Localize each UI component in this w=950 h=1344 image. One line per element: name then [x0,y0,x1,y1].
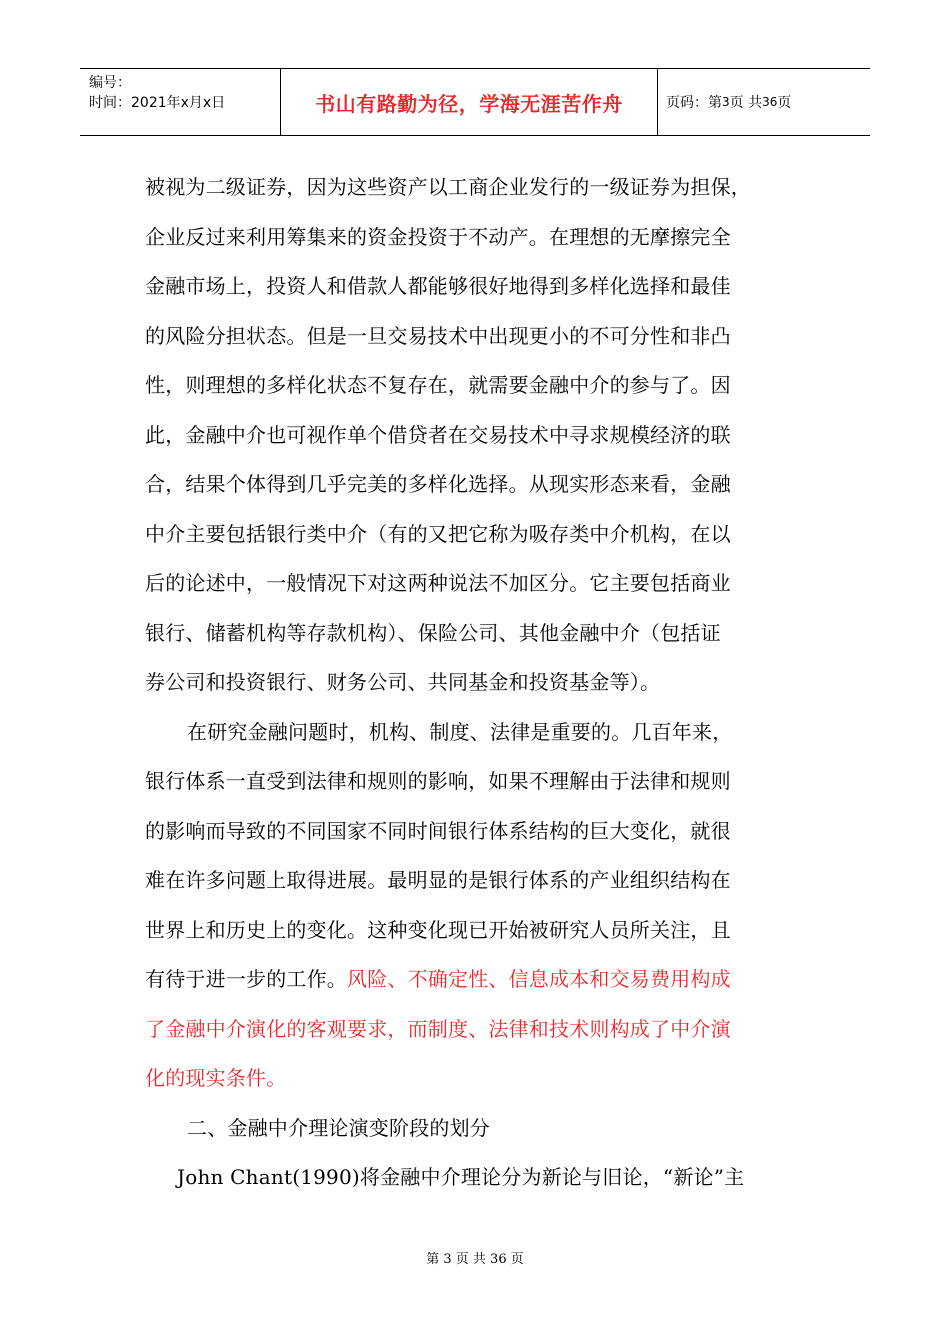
highlighted-line: 了金融中介演化的客观要求，而制度、法律和技术则构成了中介演 [145,1016,731,1041]
page-footer [0,1248,950,1267]
body-line: 银行体系一直受到法律和规则的影响，如果不理解由于法律和规则 [145,769,731,793]
body-line: 的风险分担状态。但是一旦交易技术中出现更小的不可分性和非凸 [145,323,731,348]
body-line: 难在许多问题上取得进展。最明显的是银行体系的产业组织结构在 [145,868,731,892]
section-heading: 二、金融中介理论演变阶段的划分 [187,1115,490,1140]
body-line: 银行、储蓄机构等存款机构）、保险公司、其他金融中介（包括证 [145,620,721,645]
motto-text: 书山有路勤为径，学海无涯苦作舟 [315,91,623,116]
body-line: John Chant(1990)将金融中介理论分为新论与旧论，“新论”主 [177,1165,745,1189]
body-text-segment: 有待于进一步的工作。 [145,967,347,991]
body-line: 合，结果个体得到几乎完美的多样化选择。从现实形态来看，金融 [145,472,731,496]
footer-page-number: 第 3 页 共 36 页 [426,1252,524,1267]
body-line-mixed [145,955,811,1005]
page-number: 3 [722,95,730,109]
highlighted-line: 化的现实条件。 [145,1066,287,1090]
body-line: 券公司和投资银行、财务公司、共同基金和投资基金等）。 [145,670,661,694]
header-meta-cell [80,69,281,135]
document-body [145,163,811,1203]
body-line: 中介主要包括银行类中介（有的又把它称为吸存类中介机构，在以 [145,521,731,546]
body-line: 被视为二级证券，因为这些资产以工商企业发行的一级证券为担保， [145,175,751,199]
header-motto-cell [281,69,658,135]
body-line: 后的论述中，一般情况下对这两种说法不加区分。它主要包括商业 [145,571,731,595]
serial-label: 编号： [89,75,131,91]
body-line: 性，则理想的多样化状态不复存在，就需要金融中介的参与了。因 [145,373,731,397]
page-suffix: 页 [777,95,792,111]
page-mid: 页 共 [729,95,763,111]
header-page-cell [658,69,870,135]
page-total: 36 [762,95,778,109]
page-prefix: 页码：第 [666,95,722,111]
body-line: 世界上和历史上的变化。这种变化现已开始被研究人员所关注，且 [145,917,731,942]
date-label: 时间：2021年x月x日 [89,95,226,111]
paragraph-start-line: 在研究金融问题时，机构、制度、法律是重要的。几百年来， [187,719,733,744]
body-line: 此，金融中介也可视作单个借贷者在交易技术中寻求规模经济的联 [145,422,731,447]
body-line: 的影响而导致的不同国家不同时间银行体系结构的巨大变化，就很 [145,818,731,843]
body-line: 企业反过来利用筹集来的资金投资于不动产。在理想的无摩擦完全 [145,224,731,249]
body-line: 金融市场上，投资人和借款人都能够很好地得到多样化选择和最佳 [145,274,731,298]
highlighted-text: 风险、不确定性、信息成本和交易费用构成 [347,967,731,991]
page-header [80,68,870,136]
